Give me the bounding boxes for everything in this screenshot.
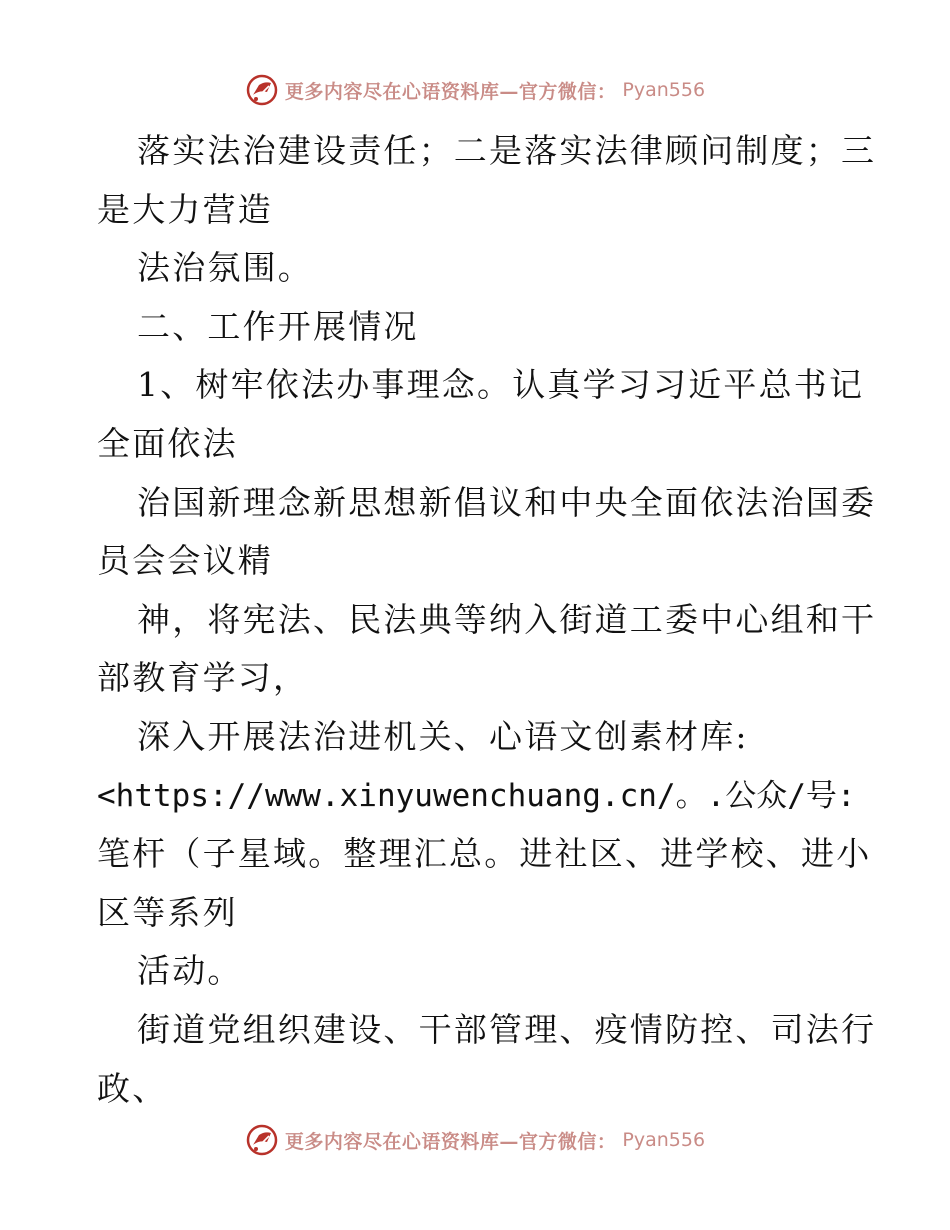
book-pen-logo-icon [245, 73, 279, 107]
text-line: 深入开展法治进机关、心语文创素材库: [137, 716, 749, 756]
text-line: 全面依法 [97, 423, 238, 463]
text-line: 法治氛围。 [137, 248, 313, 288]
url-text-line: <https://www.xinyuwenchuang.cn/。.公众/号: [97, 777, 856, 814]
text-line: 街道党组织建设、干部管理、疫情防控、司法行 [137, 1009, 877, 1049]
banner-wechat-id: Pyan556 [622, 1129, 706, 1151]
text-line: 是大力营造 [97, 189, 273, 229]
banner-wechat-id: Pyan556 [622, 79, 706, 101]
section-heading: 二、工作开展情况 [137, 306, 419, 346]
text-line: 活动。 [137, 951, 243, 991]
text-line: 笔杆（子星域。整理汇总。进社区、进学校、进小 [97, 834, 872, 874]
text-line: 治国新理念新思想新倡议和中央全面依法治国委 [137, 482, 877, 522]
text-line: 1、树牢依法办事理念。认真学习习近平总书记 [137, 365, 865, 405]
footer-watermark-banner [0, 1120, 950, 1160]
text-line: 政、 [97, 1068, 168, 1108]
banner-text: 更多内容尽在心语资料库—官方微信： [284, 80, 617, 103]
book-pen-logo-icon [245, 1123, 279, 1157]
document-body [97, 122, 877, 1118]
banner-text: 更多内容尽在心语资料库—官方微信： [284, 1130, 617, 1153]
text-line: 区等系列 [97, 892, 238, 932]
text-line: 部教育学习， [97, 658, 309, 698]
text-line: 落实法治建设责任；二是落实法律顾问制度；三 [137, 131, 877, 170]
text-line: 神，将宪法、民法典等纳入街道工委中心组和干 [137, 599, 877, 639]
header-watermark-banner [0, 70, 950, 110]
text-line: 员会会议精 [97, 541, 273, 581]
